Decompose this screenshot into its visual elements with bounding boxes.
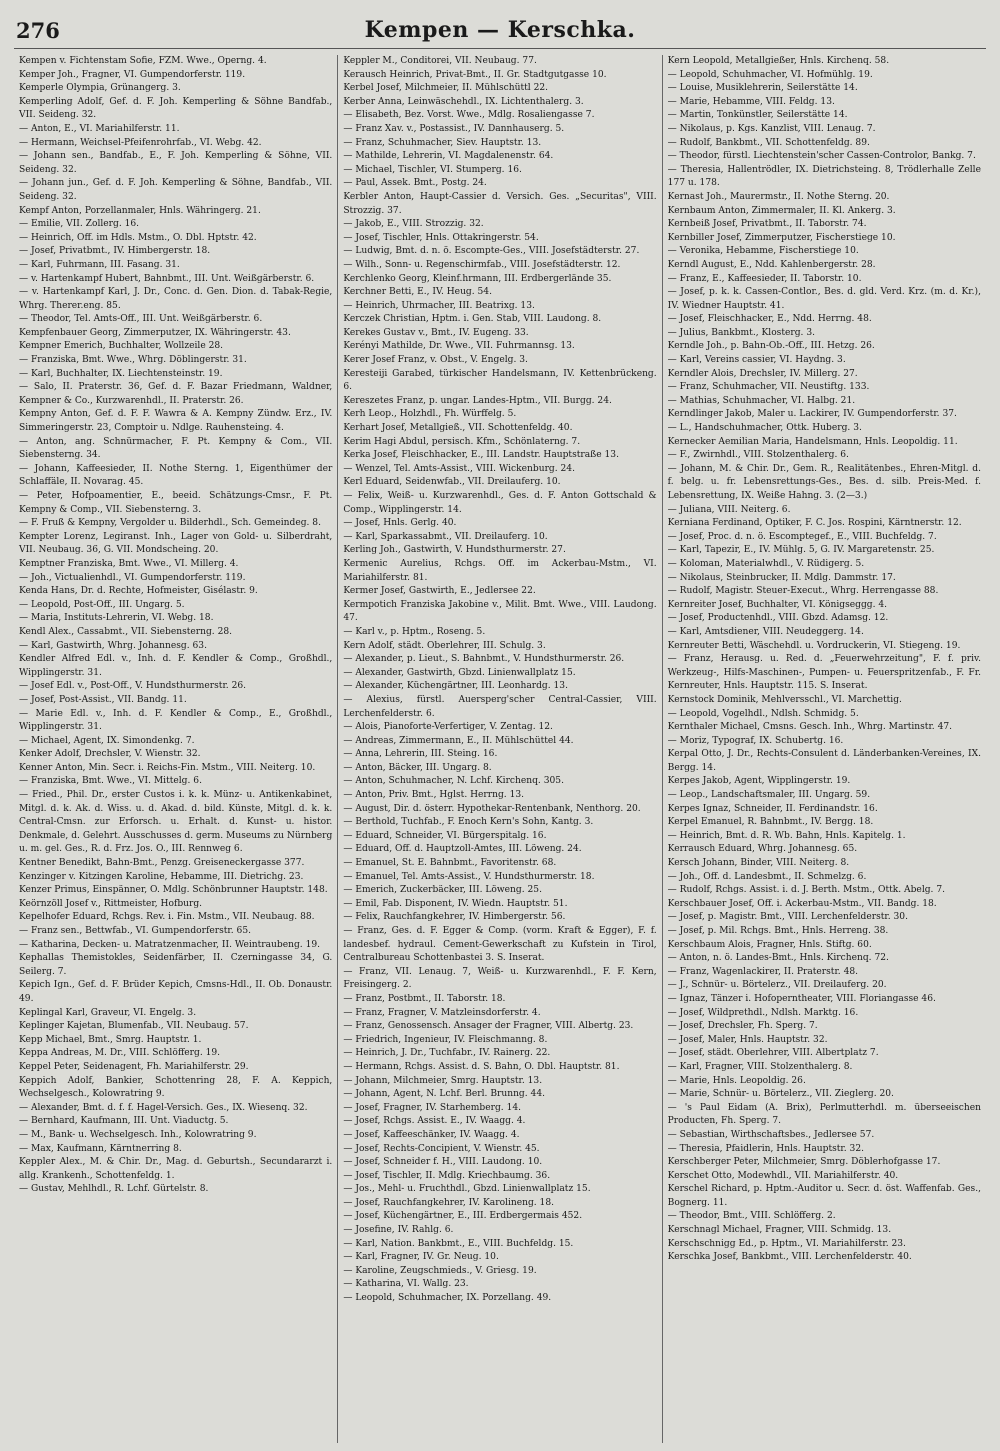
column-3 (662, 55, 986, 1443)
directory-entry: — Karoline, Zeugschmieds., V. Griesg. 19. (343, 1265, 537, 1276)
directory-entry: — Franz, Schuhmacher, VII. Neustiftg. 133. (667, 382, 870, 393)
directory-entry: Kerhart Josef, Metallgieß., VII. Schottenfeldg. 40. (343, 423, 573, 434)
directory-columns (14, 55, 986, 1443)
directory-entry: — Nikolaus, p. Kgs. Kanzlist, VIII. Lenaug. 7. (667, 123, 876, 134)
directory-entry: — Joh., Off. d. Landesbmt., II. Schmelzg. 6. (667, 871, 867, 882)
directory-entry: — Paul, Assek. Bmt., Postg. 24. (343, 178, 487, 189)
directory-entry: Kereszetes Franz, p. ungar. Landes-Hptm., VII. Burgg. 24. (343, 395, 612, 406)
directory-entry: — Karl, Fragner, IV. Gr. Neug. 10. (343, 1252, 499, 1263)
directory-entry: — Theresia, Pfaidlerin, Hnls. Hauptstr. 32. (667, 1143, 865, 1154)
directory-entry: — Josef, Küchengärtner, E., III. Erdbergermais 452. (343, 1211, 583, 1222)
directory-entry: Kerpel Emanuel, R. Bahnbmt., IV. Bergg. 18. (667, 817, 874, 828)
directory-entry: — Karl, Buchhalter, IX. Liechtensteinstr. 19. (19, 368, 223, 379)
directory-entry: Kernbeiß Josef, Privatbmt., II. Taborstr. 74. (667, 219, 867, 230)
directory-entry: — v. Hartenkampf Karl, J. Dr., Conc. d. Gen. Dion. d. Tabak-Regie, Whrg. Therer.eng. 85. (19, 287, 333, 311)
directory-entry: — Josef, städt. Oberlehrer, VIII. Albertplatz 7. (667, 1048, 879, 1059)
directory-entry: — Alexander, Küchengärtner, III. Leonhardg. 13. (343, 681, 568, 692)
directory-entry: Kenda Hans, Dr. d. Rechte, Hofmeister, Gisélastr. 9. (19, 586, 258, 597)
directory-entry: — Karl, Vereins cassier, VI. Haydng. 3. (667, 355, 846, 366)
directory-entry: — August, Dir. d. österr. Hypothekar-Rentenbank, Nenthorg. 20. (343, 803, 641, 814)
directory-entry: — Franziska, Bmt. Wwe., Whrg. Döblingerstr. 31. (19, 355, 247, 366)
directory-entry: Kendler Alfred Edl. v., Inh. d. F. Kendler & Comp., Großhdl., Wipplingerstr. 31. (19, 654, 333, 678)
directory-entry: — Emil, Fab. Disponent, IV. Wiedn. Hauptstr. 51. (343, 898, 568, 909)
directory-entry: Kerchner Betti, E., IV. Heug. 54. (343, 287, 492, 298)
directory-entry: — Theodor, Tel. Amts-Off., III. Unt. Weißgärberstr. 6. (19, 314, 263, 325)
directory-entry: — Emanuel, St. E. Bahnbmt., Favoritenstr. 68. (343, 858, 557, 869)
directory-entry: Kenker Adolf, Drechsler, V. Wienstr. 32. (19, 749, 201, 760)
directory-entry: — Franz, Postbmt., II. Taborstr. 18. (343, 993, 506, 1004)
directory-entry: Kernreiter Josef, Buchhalter, VI. Königseggg. 4. (667, 599, 888, 610)
directory-entry: — Rudolf, Magistr. Steuer-Execut., Whrg. Herrengasse 88. (667, 586, 939, 597)
column-2 (337, 55, 661, 1443)
directory-entry: — Moriz, Typograf, IX. Schubertg. 16. (667, 735, 844, 746)
directory-entry: — v. Hartenkampf Hubert, Bahnbmt., III. Unt. Weißgärberstr. 6. (19, 273, 315, 284)
directory-entry: — Alois, Pianoforte-Verfertiger, V. Zentag. 12. (343, 722, 553, 733)
directory-entry: — Franz Xav. v., Postassist., IV. Dannhauserg. 5. (343, 123, 565, 134)
directory-entry: Kern Leopold, Metallgießer, Hnls. Kirchenq. 58. (667, 56, 890, 66)
directory-entry: — Leop., Landschaftsmaler, III. Ungarg. 59. (667, 790, 871, 801)
running-title: Kempen — Kerschka. (364, 17, 636, 43)
directory-entry: — Josef, p. k. k. Cassen-Contlor., Bes. d. gld. Verd. Krz. (m. d. Kr.), IV. Wiedner Hauptstr. 41. (667, 287, 981, 311)
directory-entry: — Andreas, Zimmermann, E., II. Mühlschüttel 44. (343, 735, 574, 746)
directory-entry: — Marie Edl. v., Inh. d. F. Kendler & Comp., E., Großhdl., Wipplingerstr. 31. (19, 708, 333, 733)
directory-entry: — Theresia, Hallentrödler, IX. Dietrichsteing. 8, Trödlerhalle Zelle 177 u. 178. (667, 164, 981, 189)
directory-entry: Kerling Joh., Gastwirth, V. Hundsthurmerstr. 27. (343, 545, 566, 556)
directory-entry: — Maria, Instituts-Lehrerin, VI. Webg. 18. (19, 613, 214, 624)
directory-entry: — Alexius, fürstl. Auersperg'scher Central-Cassier, VIII. Lerchenfelderstr. 6. (343, 694, 657, 719)
directory-entry: — Josef, Schneider f. H., VIII. Laudong. 10. (343, 1157, 543, 1168)
directory-entry: — Michael, Agent, IX. Simondenkg. 7. (19, 735, 195, 746)
directory-entry: — Josefine, IV. Rahlg. 6. (343, 1225, 454, 1236)
directory-entry: — Emanuel, Tel. Amts-Assist., V. Hundsthurmerstr. 18. (343, 871, 595, 882)
directory-entry: Keplinger Kajetan, Blumenfab., VII. Neubaug. 57. (19, 1021, 249, 1032)
directory-entry: — Berthold, Tuchfab., F. Enoch Kern's Sohn, Kantg. 3. (343, 817, 594, 828)
directory-entry: Kerschschnigg Ed., p. Hptm., VI. Mariahilferstr. 23. (667, 1238, 906, 1249)
directory-entry: — Emilie, VII. Zollerg. 16. (19, 219, 140, 230)
directory-entry: — Ignaz, Tänzer i. Hofoperntheater, VIII. Floriangasse 46. (667, 993, 936, 1004)
directory-entry: Keppich Adolf, Bankier, Schottenring 28, F. A. Keppich, Wechselgesch., Kolowratring 9. (19, 1075, 333, 1100)
directory-entry: Kerl Eduard, Seidenwfab., VII. Dreilauferg. 10. (343, 477, 561, 488)
directory-entry: — Nikolaus, Steinbrucker, II. Mdlg. Dammstr. 17. (667, 572, 896, 583)
directory-entry: — Ludwig, Bmt. d. n. ö. Escompte-Ges., VIII. Josefstädterstr. 27. (343, 246, 640, 257)
directory-entry: Kerschnagl Michael, Fragner, VIII. Schmidg. 13. (667, 1225, 892, 1236)
directory-entry: Kerekes Gustav v., Bmt., IV. Eugeng. 33. (343, 327, 529, 338)
directory-entry: — L., Handschuhmacher, Ottk. Huberg. 3. (667, 423, 862, 434)
directory-entry: Kephallas Themistokles, Seidenfärber, II. Czerningasse 34, G. Seilerg. 7. (19, 953, 333, 977)
directory-entry: — Leopold, Schuhmacher, IX. Porzellang. 49. (343, 1293, 552, 1304)
directory-entry: — Marie, Hebamme, VIII. Feldg. 13. (667, 96, 835, 107)
directory-entry: — Karl, Fragner, VIII. Stolzenthalerg. 8. (667, 1061, 853, 1072)
directory-entry: — Josef, Productenhdl., VIII. Gbzd. Adamsg. 12. (667, 613, 889, 624)
directory-entry: — Leopold, Post-Off., III. Ungarg. 5. (19, 599, 185, 610)
directory-entry: — Anton, Priv. Bmt., Hglst. Herrng. 13. (343, 790, 525, 801)
directory-entry: — Josef, Wildprethdl., Ndlsh. Marktg. 16. (667, 1007, 859, 1018)
directory-entry: — Heinrich, J. Dr., Tuchfabr., IV. Rainerg. 22. (343, 1048, 551, 1059)
directory-entry: — Josef, p. Mil. Rchgs. Bmt., Hnls. Herreng. 38. (667, 926, 889, 936)
directory-entry: Kemper Joh., Fragner, VI. Gumpendorferstr. 119. (19, 69, 246, 80)
directory-entry: — Franz, Ges. d. F. Egger & Comp. (vorm. Kraft & Egger), F. f. landesbef. hydraul. Cement-Gewerkschaft zu Kufstein in Tirol, Centralbureau Schottenbastei 3. S. Inserat. (343, 926, 657, 964)
directory-entry: Kerh Leop., Holzhdl., Fh. Würffelg. 5. (343, 409, 517, 420)
directory-entry: — Gustav, Mehlhdl., R. Lchf. Gürtelstr. 8. (19, 1184, 209, 1195)
directory-entry: — Johann, Agent, N. Lchf. Berl. Brunng. 44. (343, 1089, 546, 1100)
directory-entry: — Franz, Fragner, V. Matzleinsdorferstr. 4. (343, 1007, 541, 1018)
directory-entry: — Josef, Rauchfangkehrer, IV. Karolineng. 18. (343, 1197, 555, 1208)
directory-entry: — Karl, Gastwirth, Whrg. Johannesg. 63. (19, 640, 207, 651)
directory-entry: Kempner Emerich, Buchhalter, Wollzeile 28. (19, 341, 224, 352)
directory-entry: Kernbiller Josef, Zimmerputzer, Fischerstiege 10. (667, 232, 896, 243)
directory-entry: — Friedrich, Ingenieur, IV. Fleischmanng. 8. (343, 1034, 548, 1045)
directory-entry: — Julius, Bankbmt., Klosterg. 3. (667, 327, 816, 338)
directory-entry: — Heinrich, Off. im Hdls. Mstm., O. Dbl. Hptstr. 42. (19, 232, 257, 243)
directory-entry: — Franziska, Bmt. Wwe., VI. Mittelg. 6. (19, 776, 202, 787)
directory-entry: — Theodor, Bmt., VIII. Schlöfferg. 2. (667, 1211, 836, 1222)
column-1 (14, 55, 337, 1443)
directory-entry: — Josef, Proc. d. n. ö. Escomptegef., E., VIII. Buchfeldg. 7. (667, 531, 937, 542)
directory-entry: — F., Zwirnhdl., VIII. Stolzenthalerg. 6. (667, 450, 849, 461)
directory-entry: Kemperling Adolf, Gef. d. F. Joh. Kemperling & Söhne Bandfab., VII. Seideng. 32. (19, 96, 333, 121)
directory-entry: — Franz, Herausg. u. Red. d. „Feuerwehrzeitung", F. f. priv. Werkzeug-, Hilfs-Maschinen-, Pumpen- u. Feuerspritzenfab., F. Fr. Kernreuter, Hnls. Hauptstr. 115. S. Inserat. (667, 654, 981, 692)
directory-entry: Kerpes Jakob, Agent, Wipplingerstr. 19. (667, 776, 851, 787)
directory-entry: — Eduard, Schneider, VI. Bürgerspitalg. 16. (343, 830, 547, 841)
directory-entry: — Franz, Genossensch. Ansager der Fragner, VIII. Albertg. 23. (343, 1021, 634, 1032)
directory-entry: — Franz, Wagenlackirer, II. Praterstr. 48. (667, 966, 859, 977)
directory-entry: Kernthaler Michael, Cmsns. Gesch. Inh., Whrg. Martinstr. 47. (667, 722, 953, 733)
directory-entry: — Marie, Schnür- u. Börtelerz., VII. Zieglerg. 20. (667, 1089, 894, 1100)
directory-entry: Kermer Josef, Gastwirth, E., Jedlersee 22. (343, 586, 536, 597)
directory-entry: — Mathilde, Lehrerin, VI. Magdalenenstr. 64. (343, 151, 554, 162)
directory-entry: Kernecker Aemilian Maria, Handelsmann, Hnls. Leopoldig. 11. (667, 436, 958, 447)
directory-entry: Kernreuter Betti, Wäschehdl. u. Vordruckerin, VI. Stiegeng. 19. (667, 640, 961, 651)
directory-entry: — Josef, Rchgs. Assist. E., IV. Waagg. 4. (343, 1116, 526, 1127)
directory-entry: — Hermann, Weichsel-Pfeifenrohrfab., VI. Webg. 42. (19, 137, 262, 148)
directory-entry: — Alexander, Bmt. d. f. f. Hagel-Versich. Ges., IX. Wiesenq. 32. (19, 1102, 308, 1113)
directory-entry: — Anton, ang. Schnürmacher, F. Pt. Kempny & Com., VII. Siebensterng. 34. (19, 436, 333, 461)
directory-entry: Keppler Alex., M. & Chir. Dr., Mag. d. Geburtsh., Secundararzt i. allg. Krankenh., Schottenfeldg. 1. (19, 1157, 333, 1181)
directory-entry: Kepp Michael, Bmt., Smrg. Hauptstr. 1. (19, 1034, 202, 1045)
directory-entry: — F. Fruß & Kempny, Vergolder u. Bilderhdl., Sch. Gemeindeg. 8. (19, 518, 321, 529)
directory-entry: Kerchlenko Georg, Kleinf.hrmann, III. Erdbergerlände 35. (343, 273, 612, 284)
directory-entry: — Anton, Schuhmacher, N. Lchf. Kirchenq. 305. (343, 776, 564, 787)
directory-entry: — Alexander, Gastwirth, Gbzd. Linienwallplatz 15. (343, 667, 576, 678)
directory-entry: — Karl, Sparkassabmt., VII. Dreilauferg. 10. (343, 531, 548, 542)
directory-entry: — Louise, Musiklehrerin, Seilerstätte 14. (667, 83, 858, 94)
directory-entry: — Leopold, Schuhmacher, VI. Hofmühlg. 19. (667, 69, 873, 80)
directory-entry: — Anton, Bäcker, III. Ungarg. 8. (343, 762, 492, 773)
directory-entry: — Peter, Hofpoamentier, E., beeid. Schätzungs-Cmsr., F. Pt. Kempny & Comp., VII. Siebensterng. 3. (19, 491, 333, 515)
directory-entry: Keplingal Karl, Graveur, VI. Engelg. 3. (19, 1007, 197, 1018)
directory-entry: — Karl, Tapezir, E., IV. Mühlg. 5, G. IV. Margaretenstr. 25. (667, 545, 935, 556)
directory-entry: — Josef, Hnls. Gerlg. 40. (343, 518, 457, 529)
directory-entry: — Karl, Fuhrmann, III. Fasang. 31. (19, 259, 180, 270)
directory-entry: — Rudolf, Rchgs. Assist. i. d. J. Berth. Mstm., Ottk. Abelg. 7. (667, 885, 946, 896)
directory-entry: Kerndler Alois, Drechsler, IV. Millerg. 27. (667, 368, 858, 379)
directory-entry: — Koloman, Materialwhdl., V. Rüdigerg. 5. (667, 558, 865, 569)
directory-entry: — J., Schnür- u. Börtelerz., VII. Dreilauferg. 20. (667, 980, 887, 991)
directory-entry: Kerber Anna, Leinwäschehdl., IX. Lichtenthalerg. 3. (343, 96, 584, 107)
directory-entry: Kerndle Joh., p. Bahn-Ob.-Off., III. Hetzg. 26. (667, 341, 875, 352)
directory-entry: — Franz, VII. Lenaug. 7, Weiß- u. Kurzwarenhdl., F. F. Kern, Freisingerg. 2. (343, 966, 657, 991)
directory-entry: — Heinrich, Uhrmacher, III. Beatrixg. 13. (343, 300, 535, 311)
directory-entry: Kerbler Anton, Haupt-Cassier d. Versich. Ges. „Securitas", VIII. Strozzig. 37. (343, 191, 657, 216)
directory-entry: Kemptner Franziska, Bmt. Wwe., VI. Millerg. 4. (19, 558, 239, 569)
directory-entry: — Wilh., Sonn- u. Regenschirmfab., VIII. Josefstädterstr. 12. (343, 259, 621, 270)
directory-entry: — Martin, Tonkünstler, Seilerstätte 14. (667, 110, 848, 121)
directory-entry: Kerndl August, E., Ndd. Kahlenbergerstr. 28. (667, 259, 876, 270)
directory-entry: — Veronika, Hebamme, Fischerstiege 10. (667, 246, 859, 257)
directory-entry: Kerniana Ferdinand, Optiker, F. C. Jos. Rospini, Kärntnerstr. 12. (667, 518, 962, 529)
directory-entry: Kendl Alex., Cassabmt., VII. Siebensterng. 28. (19, 626, 233, 637)
directory-entry: — Fried., Phil. Dr., erster Custos i. k. k. Münz- u. Antikenkabinet, Mitgl. d. k. Ak. d. Wiss. u. d. Akad. d. bild. Künste, Mitgl. d. k. k. Central-Cmsn. zur Erforsch. u. Erhalt. d. Kunst- u. histor. Denkmale, d. Gelehrt. Ausschusses d. germ. Museums zu Nürnberg u. m. gel. Ges., R. d. Frz. Jos. O., III. Rennweg 6. (19, 790, 333, 855)
directory-entry: Kempfenbauer Georg, Zimmerputzer, IX. Währingerstr. 43. (19, 327, 291, 338)
directory-entry: Kerschet Otto, Modewhdl., VII. Mariahilferstr. 40. (667, 1170, 899, 1181)
directory-entry: — Josef, Privatbmt., IV. Himbergerstr. 18. (19, 246, 211, 257)
directory-entry: — Emerich, Zuckerbäcker, III. Löweng. 25. (343, 885, 542, 896)
directory-entry: Kenzer Primus, Einspänner, O. Mdlg. Schönbrunner Hauptstr. 148. (19, 885, 328, 896)
directory-entry: Keppa Andreas, M. Dr., VIII. Schlöfferg. 19. (19, 1048, 221, 1059)
directory-entry: — Josef Edl. v., Post-Off., V. Hundsthurmerstr. 26. (19, 681, 247, 692)
directory-entry: Kerim Hagi Abdul, persisch. Kfm., Schönlaterng. 7. (343, 436, 581, 447)
directory-entry: Keresteiji Garabed, türkischer Handelsmann, IV. Kettenbrückeng. 6. (343, 368, 657, 393)
directory-entry: — Josef, Fleischhacker, E., Ndd. Herrng. 48. (667, 314, 872, 325)
directory-entry: — Katharina, VI. Wallg. 23. (343, 1279, 469, 1290)
directory-entry: Kepelhofer Eduard, Rchgs. Rev. i. Fin. Mstm., VII. Neubaug. 88. (19, 912, 315, 923)
directory-entry: Kermpotich Franziska Jakobine v., Milit. Bmt. Wwe., VIII. Laudong. 47. (343, 599, 657, 624)
directory-entry: — Karl, Nation. Bankbmt., E., VIII. Buchfeldg. 15. (343, 1238, 574, 1249)
directory-entry: — Salo, II. Praterstr. 36, Gef. d. F. Bazar Friedmann, Waldner, Kempner & Co., Kurzwarenhdl., II. Praterstr. 26. (19, 382, 333, 406)
directory-entry: Kerschel Richard, p. Hptm.-Auditor u. Secr. d. öst. Waffenfab. Ges., Bognerg. 11. (667, 1184, 981, 1208)
directory-entry: — Karl, Amtsdiener, VIII. Neudeggerg. 14. (667, 626, 864, 637)
directory-entry: — Josef, Kaffeeschänker, IV. Waagg. 4. (343, 1129, 520, 1140)
directory-entry: Kempny Anton, Gef. d. F. F. Wawra & A. Kempny Zündw. Erz., IV. Simmeringerstr. 23, Comptoir u. Ndlge. Rauhensteing. 4. (19, 409, 333, 434)
directory-entry: — Alexander, p. Lieut., S. Bahnbmt., V. Hundsthurmerstr. 26. (343, 654, 625, 665)
directory-entry: Kepich Ign., Gef. d. F. Brüder Kepich, Cmsns-Hdl., II. Ob. Donaustr. 49. (19, 980, 333, 1004)
directory-entry: — Josef, Drechsler, Fh. Sperg. 7. (667, 1021, 818, 1032)
directory-entry: Kermenic Aurelius, Rchgs. Off. im Ackerbau-Mstm., VI. Mariahilferstr. 81. (343, 558, 657, 583)
directory-entry: Kernast Joh., Maurermstr., II. Nothe Sterng. 20. (667, 191, 890, 202)
directory-entry: — Michael, Tischler, VI. Stumperg. 16. (343, 164, 522, 175)
directory-entry: — Franz sen., Bettwfab., VI. Gumpendorferstr. 65. (19, 926, 252, 936)
directory-entry: — Jakob, E., VIII. Strozzig. 32. (343, 219, 484, 230)
directory-entry: Kerrausch Eduard, Whrg. Johannesg. 65. (667, 844, 858, 855)
directory-entry: — Mathias, Schuhmacher, VI. Halbg. 21. (667, 395, 856, 406)
directory-entry: Kerschbaum Alois, Fragner, Hnls. Stiftg. 60. (667, 939, 872, 950)
directory-entry: Kernstock Dominik, Mehlversschl., VI. Marchettig. (667, 694, 902, 705)
directory-entry: — Josef, Maler, Hnls. Hauptstr. 32. (667, 1034, 828, 1045)
directory-entry: — Hermann, Rchgs. Assist. d. S. Bahn, O. Dbl. Hauptstr. 81. (343, 1061, 620, 1072)
directory-entry: — Rudolf, Bankbmt., VII. Schottenfeldg. 89. (667, 137, 870, 148)
directory-entry: — 's Paul Eidam (A. Brix), Perlmutterhdl. m. überseeischen Producten, Fh. Sperg. 7. (667, 1102, 981, 1127)
directory-entry: — Sebastian, Wirthschaftsbes., Jedlersee 57. (667, 1129, 875, 1140)
directory-entry: Kerényi Mathilde, Dr. Wwe., VII. Fuhrmannsg. 13. (343, 341, 575, 352)
directory-entry: — Karl v., p. Hptm., Roseng. 5. (343, 626, 486, 637)
directory-entry: — Josef, Post-Assist., VII. Bandg. 11. (19, 694, 187, 705)
directory-entry: Kerpes Ignaz, Schneider, II. Ferdinandstr. 16. (667, 803, 878, 814)
directory-entry: — Josef, p. Magistr. Bmt., VIII. Lerchenfelderstr. 30. (667, 912, 908, 923)
directory-entry: — Johann, Milchmeier, Smrg. Hauptstr. 13. (343, 1075, 543, 1086)
directory-entry: Kerausch Heinrich, Privat-Bmt., II. Gr. Stadtgutgasse 10. (343, 69, 607, 80)
directory-entry: — Josef, Fragner, IV. Starhemberg. 14. (343, 1102, 522, 1113)
directory-entry: — Franz, E., Kaffeesieder, II. Taborstr. 10. (667, 273, 862, 284)
directory-entry: Kerczek Christian, Hptm. i. Gen. Stab, VIII. Laudong. 8. (343, 314, 602, 325)
directory-entry: — Felix, Rauchfangkehrer, IV. Himbergerstr. 56. (343, 912, 566, 923)
directory-entry: Keörnzöll Josef v., Rittmeister, Hofburg. (19, 898, 203, 909)
directory-entry: — Josef, Tischler, Hnls. Ottakringerstr. 54. (343, 232, 539, 243)
directory-entry: Kerpal Otto, J. Dr., Rechts-Consulent d. Länderbanken-Vereines, IX. Bergg. 14. (667, 749, 981, 773)
directory-entry: Kerbel Josef, Milchmeier, II. Mühlschüttl 22. (343, 83, 549, 94)
directory-entry: Kemperle Olympia, Grünangerg. 3. (19, 83, 181, 94)
directory-entry: — Heinrich, Bmt. d. R. Wb. Bahn, Hnls. Kapitelg. 1. (667, 830, 906, 841)
directory-entry: — Anton, n. ö. Landes-Bmt., Hnls. Kirchenq. 72. (667, 953, 889, 964)
directory-entry: — Josef, Rechts-Concipient, V. Wienstr. 45. (343, 1143, 540, 1154)
directory-entry: Kenzinger v. Kitzingen Karoline, Hebamme, III. Dietrichg. 23. (19, 871, 304, 882)
page-number: 276 (16, 18, 60, 43)
directory-entry: — Johann, M. & Chir. Dr., Gem. R., Realitätenbes., Ehren-Mitgl. d. f. belg. u. fr. Lebensrettungs-Ges., Bes. d. silb. Preis-Med. f. Lebensrettung, IX. Weiße Hahng. 3. (2—3.) (667, 463, 981, 501)
directory-entry: Kerka Josef, Fleischhacker, E., III. Landstr. Hauptstraße 13. (343, 450, 619, 461)
page-header (14, 14, 986, 49)
directory-entry: Kernbaum Anton, Zimmermaler, II. Kl. Ankerg. 3. (667, 205, 896, 216)
directory-entry: — Johann, Kaffeesieder, II. Nothe Sterng. 1, Eigenthümer der Schlaffäle, II. Novarag. 45. (19, 463, 333, 488)
directory-entry: — Johann sen., Bandfab., E., F. Joh. Kemperling & Söhne, VII. Seideng. 32. (19, 151, 333, 175)
directory-entry: — Marie, Hnls. Leopoldig. 26. (667, 1075, 806, 1086)
directory-entry: Kerschbauer Josef, Off. i. Ackerbau-Mstm., VII. Bandg. 18. (667, 898, 937, 909)
directory-entry: — Katharina, Decken- u. Matratzenmacher, II. Weintraubeng. 19. (19, 939, 321, 950)
directory-entry: Kempen v. Fichtenstam Sofie, FZM. Wwe., Operng. 4. (19, 56, 267, 66)
directory-entry: Kentner Benedikt, Bahn-Bmt., Penzg. Greiseneckergasse 377. (19, 858, 305, 869)
directory-entry: Kersch Johann, Binder, VIII. Neiterg. 8. (667, 858, 850, 869)
directory-entry: Kempter Lorenz, Legiranst. Inh., Lager von Gold- u. Silberdraht, VII. Neubaug. 36, G. VII. Mondscheing. 20. (19, 531, 333, 556)
directory-entry: Kerschka Josef, Bankbmt., VIII. Lerchenfelderstr. 40. (667, 1252, 912, 1263)
directory-entry: — Anna, Lehrerin, III. Steing. 16. (343, 749, 498, 760)
directory-entry: — M., Bank- u. Wechselgesch. Inh., Kolowratring 9. (19, 1129, 257, 1140)
directory-entry: Kerschberger Peter, Milchmeier, Smrg. Döblerhofgasse 17. (667, 1157, 941, 1168)
directory-entry: — Leopold, Vogelhdl., Ndlsh. Schmidg. 5. (667, 708, 859, 719)
directory-entry: — Eduard, Off. d. Hauptzoll-Amtes, III. Löweng. 24. (343, 844, 582, 855)
directory-entry: — Theodor, fürstl. Liechtenstein'scher Cassen-Controlor, Bankg. 7. (667, 151, 976, 162)
directory-entry: — Max, Kaufmann, Kärntnerring 8. (19, 1143, 182, 1154)
directory-entry: — Wenzel, Tel. Amts-Assist., VIII. Wickenburg. 24. (343, 463, 575, 474)
directory-entry: — Elisabeth, Bez. Vorst. Wwe., Mdlg. Rosaliengasse 7. (343, 110, 595, 121)
directory-entry: Kenner Anton, Min. Secr. i. Reichs-Fin. Mstm., VIII. Neiterg. 10. (19, 762, 316, 773)
directory-entry: Kempf Anton, Porzellanmaler, Hnls. Währingerg. 21. (19, 205, 261, 216)
directory-entry: — Felix, Weiß- u. Kurzwarenhdl., Ges. d. F. Anton Gottschald & Comp., Wipplingerstr. 14. (343, 491, 657, 515)
directory-entry: — Josef, Tischler, II. Mdlg. Kriechbaumg. 36. (343, 1170, 551, 1181)
directory-entry: — Johann jun., Gef. d. F. Joh. Kemperling & Söhne, Bandfab., VII. Seideng. 32. (19, 178, 333, 202)
directory-entry: — Joh., Victualienhdl., VI. Gumpendorferstr. 119. (19, 572, 246, 583)
directory-entry: Keppler M., Conditorei, VII. Neubaug. 77. (343, 56, 537, 66)
directory-entry: — Franz, Schuhmacher, Siev. Hauptstr. 13. (343, 137, 542, 148)
directory-entry: Kern Adolf, städt. Oberlehrer, III. Schulg. 3. (343, 640, 546, 651)
directory-entry: Keppel Peter, Seidenagent, Fh. Mariahilferstr. 29. (19, 1061, 249, 1072)
directory-entry: — Anton, E., VI. Mariahilferstr. 11. (19, 123, 180, 134)
directory-entry: — Juliana, VIII. Neiterg. 6. (667, 504, 791, 515)
directory-entry: Kerer Josef Franz, v. Obst., V. Engelg. 3. (343, 355, 528, 366)
directory-entry: — Jos., Mehl- u. Fruchthdl., Gbzd. Linienwallplatz 15. (343, 1184, 591, 1195)
directory-entry: Kerndlinger Jakob, Maler u. Lackirer, IV. Gumpendorferstr. 37. (667, 409, 957, 420)
directory-entry: — Bernhard, Kaufmann, III. Unt. Viaductg. 5. (19, 1116, 229, 1127)
